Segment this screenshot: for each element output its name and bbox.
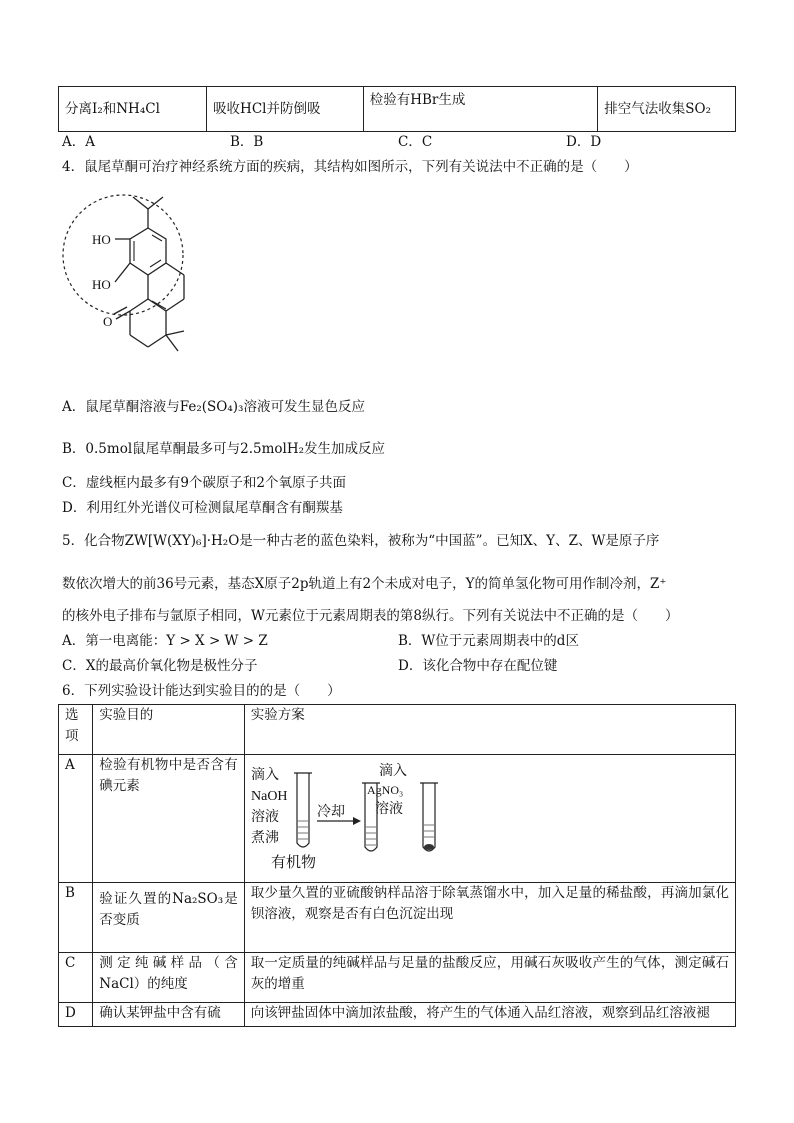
q5-option-b: B．W位于元素周期表中的d区 — [398, 633, 579, 649]
q3-option-d: D．D — [566, 134, 602, 150]
q6-row-c-purpose: 测定纯碱样品（含NaCl）的纯度 — [93, 953, 244, 1003]
q5-line-1: 5．化合物ZW[W(XY)₆]·H₂O是一种古老的蓝色染料，被称为“中国蓝”。已知X、Y、Z、W是原子序 — [62, 533, 660, 549]
o-label: O — [103, 314, 113, 329]
q6-row-b-purpose: 验证久置的Na₂SO₃是否变质 — [93, 883, 244, 953]
q3-cell-a: 分离I₂和NH₄Cl — [59, 87, 207, 132]
q5-line-3: 的核外电子排布与氩原子相同，W元素位于元素周期表的第8纵行。下列有关说法中不正确的是（ ） — [62, 608, 679, 624]
q6-stem: 6．下列实验设计能达到实验目的的是（ ） — [62, 683, 341, 699]
q6-row-d-option: D — [59, 1003, 93, 1027]
q6-experiment-table — [58, 704, 736, 1027]
diagram-left-text-2: NaOH — [250, 789, 288, 804]
q5-option-d: D．该化合物中存在配位键 — [398, 658, 558, 674]
diagram-arrow-label: 冷却 — [316, 805, 345, 820]
test-tube-1 — [297, 773, 309, 847]
q3-cell-b: 吸收HCl并防倒吸 — [207, 87, 364, 132]
q3-option-b: B．B — [230, 134, 264, 150]
q5-option-c: C．X的最高价氧化物是极性分子 — [62, 658, 258, 674]
q6-row-a-plan — [244, 755, 735, 883]
diagram-left-text-4: 煮沸 — [250, 831, 279, 846]
diagram-left-text-3: 溶液 — [250, 810, 279, 825]
q3-cell-c: 检验有HBr生成 — [363, 87, 598, 132]
q6-row-c-plan: 取一定质量的纯碱样品与足量的盐酸反应，用碱石灰吸收产生的气体，测定碱石灰的增重 — [244, 953, 735, 1003]
q4-option-d: D．利用红外光谱仪可检测鼠尾草酮含有酮羰基 — [62, 500, 343, 516]
q3-option-c: C．C — [398, 134, 433, 150]
q3-option-table — [58, 86, 736, 132]
q6-row-c-option: C — [59, 953, 93, 1003]
q6-row-b-plan: 取少量久置的亚硫酸钠样品溶于除氧蒸馏水中，加入足量的稀盐酸，再滴加氯化钡溶液，观察是否有白色沉淀出现 — [244, 883, 735, 953]
ho-label-2: HO — [92, 277, 111, 292]
q4-stem: 4．鼠尾草酮可治疗神经系统方面的疾病，其结构如图所示，下列有关说法中不正确的是（ ） — [62, 159, 638, 175]
q3-cell-d: 排空气法收集SO₂ — [598, 87, 736, 132]
diagram-left-text-1: 滴入 — [250, 768, 279, 783]
precipitate — [424, 844, 434, 850]
q6-header-plan: 实验方案 — [244, 705, 735, 755]
q6-row-a-purpose: 检验有机物中是否含有碘元素 — [93, 755, 244, 883]
q4-option-c: C．虚线框内最多有9个碳原子和2个氧原子共面 — [62, 475, 347, 491]
q3-option-a: A．A — [62, 134, 95, 150]
q6-header-option-2: 项 — [65, 728, 79, 744]
diagram-right-text-2: AgNO₃ — [366, 783, 403, 797]
q4-structure-figure — [60, 185, 200, 380]
diagram-bottom-label: 有机物 — [270, 855, 316, 871]
diagram-right-text-3: 溶液 — [374, 802, 403, 817]
test-tube-3 — [423, 783, 435, 851]
dashed-circle — [63, 195, 183, 315]
q4-option-b: B．0.5mol鼠尾草酮最多可与2.5molH₂发生加成反应 — [62, 441, 386, 457]
q6-header-option-1: 选 — [65, 707, 79, 723]
q6-row-a-option: A — [59, 755, 93, 883]
q6-row-b-option: B — [59, 883, 93, 953]
q6-header-option — [59, 705, 93, 755]
q5-line-2: 数依次增大的前36号元素，基态X原子2p轨道上有2个未成对电子，Y的简单氢化物可用作制冷剂，Z⁺ — [62, 576, 667, 592]
q5-option-a: A．第一电离能：Y > X > W > Z — [62, 633, 268, 649]
q4-option-a: A．鼠尾草酮溶液与Fe₂(SO₄)₃溶液可发生显色反应 — [62, 399, 365, 415]
q6-row-d-purpose: 确认某钾盐中含有硫 — [93, 1003, 244, 1027]
q6-row-d-plan: 向该钾盐固体中滴加浓盐酸，将产生的气体通入品红溶液，观察到品红溶液褪 — [244, 1003, 735, 1027]
q6-test-tube-diagram — [251, 755, 491, 875]
q6-header-purpose: 实验目的 — [93, 705, 244, 755]
arrow-head — [353, 817, 361, 825]
diagram-right-text-1: 滴入 — [378, 764, 407, 779]
ho-label-1: HO — [92, 232, 111, 247]
